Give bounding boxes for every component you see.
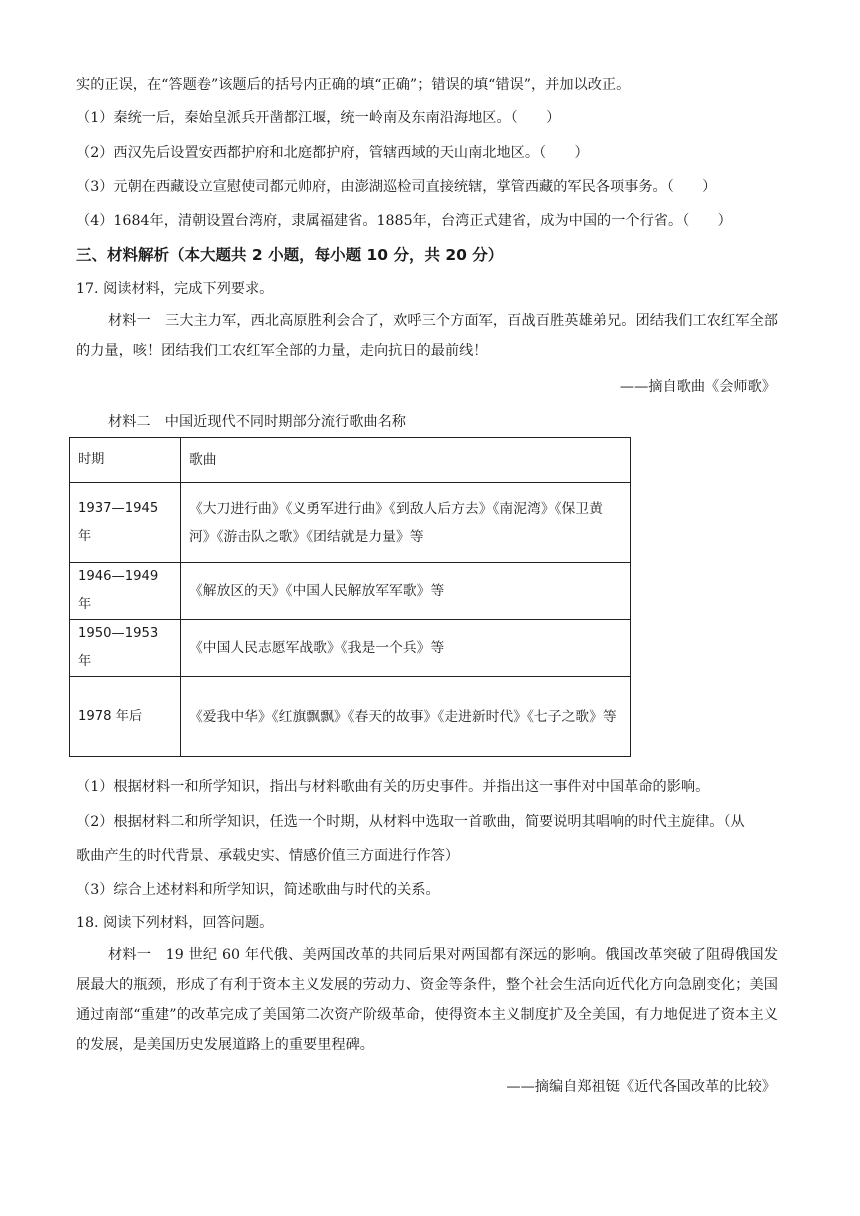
table-header-period: 时期 xyxy=(70,438,181,483)
judgment-3: （3）元朝在西藏设立宣慰使司都元帅府，由澎湖巡检司直接统辖，掌管西藏的军民各项事务。（ ） xyxy=(76,179,717,195)
table-header-row xyxy=(70,438,631,483)
q17-question-3: （3）综合上述材料和所学知识，简述歌曲与时代的关系。 xyxy=(76,882,440,898)
table-row xyxy=(70,483,631,563)
q18-material-1-source: ——摘编自郑祖铤《近代各国改革的比较》 xyxy=(506,1079,776,1095)
judgment-2: （2）西汉先后设置安西都护府和北庭都护府，管辖西域的天山南北地区。（ ） xyxy=(76,145,589,161)
table-cell-period: 1937—1945 年 xyxy=(70,483,181,563)
q17-question-1: （1）根据材料一和所学知识，指出与材料歌曲有关的历史事件。并指出这一事件对中国革命的影响。 xyxy=(76,779,710,795)
q17-material-2-title: 材料二 中国近现代不同时期部分流行歌曲名称 xyxy=(108,414,406,430)
q17-material-1: 材料一 三大主力军，西北高原胜利会合了，欢呼三个方面军，百战百胜英雄弟兄。团结我们工农红军全部的力量，咳！团结我们工农红军全部的力量，走向抗日的最前线！ xyxy=(76,313,778,359)
table-cell-songs: 《大刀进行曲》《义勇军进行曲》《到敌人后方去》《南泥湾》《保卫黄河》《游击队之歌》《团结就是力量》等 xyxy=(181,483,631,563)
q18-stem: 18. 阅读下列材料，回答问题。 xyxy=(76,915,274,931)
table-row xyxy=(70,620,631,677)
section-3-heading: 三、材料解析（本大题共 2 小题，每小题 10 分，共 20 分） xyxy=(76,246,504,264)
table-cell-songs: 《解放区的天》《中国人民解放军军歌》等 xyxy=(181,563,631,620)
table-row xyxy=(70,563,631,620)
table-header-songs: 歌曲 xyxy=(181,438,631,483)
intro-line: 实的正误，在“答题卷”该题后的括号内正确的填“正确”；错误的填“错误”，并加以改正。 xyxy=(76,77,631,93)
q17-question-2-cont: 歌曲产生的时代背景、承载史实、情感价值三方面进行作答） xyxy=(76,848,460,864)
q17-question-2: （2）根据材料二和所学知识，任选一个时期，从材料中选取一首歌曲，简要说明其唱响的时代主旋律。（从 xyxy=(76,814,745,830)
songs-table xyxy=(69,437,631,757)
table-cell-songs: 《爱我中华》《红旗飘飘》《春天的故事》《走进新时代》《七子之歌》等 xyxy=(181,677,631,757)
q18-material-1: 材料一 19 世纪 60 年代俄、美两国改革的共同后果对两国都有深远的影响。俄国改革突破了阻碍俄国发展最大的瓶颈，形成了有利于资本主义发展的劳动力、资金等条件，整个社会生活向近代化方向急剧变化；美国通过南部“重建”的改革完成了美国第二次资产阶级革命，使得资本主义制度扩及全美国，有力地促进了资本主义的发展，是美国历史发展道路上的重要里程碑。 xyxy=(76,947,778,1053)
q17-stem: 17. 阅读材料，完成下列要求。 xyxy=(76,281,274,297)
table-cell-songs: 《中国人民志愿军战歌》《我是一个兵》等 xyxy=(181,620,631,677)
q17-material-1-source: ——摘自歌曲《会师歌》 xyxy=(619,379,776,395)
table-cell-period: 1950—1953 年 xyxy=(70,620,181,677)
table-row xyxy=(70,677,631,757)
table-cell-period: 1946—1949 年 xyxy=(70,563,181,620)
table-cell-period: 1978 年后 xyxy=(70,677,181,757)
judgment-1: （1）秦统一后，秦始皇派兵开凿都江堰，统一岭南及东南沿海地区。（ ） xyxy=(76,110,561,126)
judgment-4: （4）1684年，清朝设置台湾府，隶属福建省。1885年，台湾正式建省，成为中国的一个行省。（ ） xyxy=(76,213,732,229)
